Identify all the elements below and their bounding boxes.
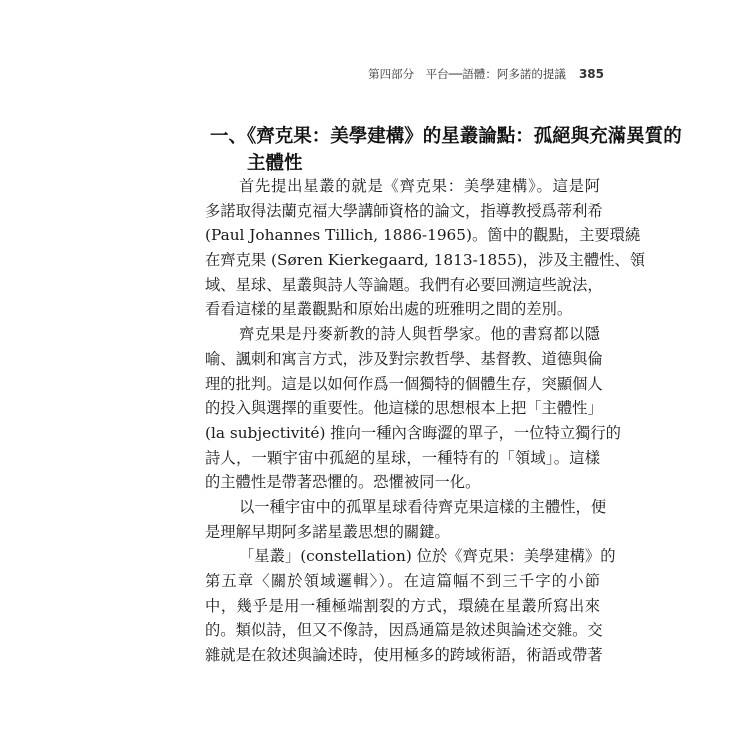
paragraph-line: 詩人，一顆宇宙中孤絕的星球，一種特有的「領域」。這樣: [205, 448, 600, 467]
paragraph-line: 的。類似詩，但又不像詩，因爲通篇是敘述與論述交雜。交: [205, 621, 603, 640]
paragraph-line: 看看這樣的星叢觀點和原始出處的班雅明之間的差別。: [205, 300, 573, 319]
paragraph-line: 首先提出星叢的就是《齊克果：美學建構》。這是阿: [239, 177, 600, 195]
paragraph-line: 以一種宇宙中的孤單星球看待齊克果這樣的主體性，便: [239, 497, 607, 516]
running-header: [368, 63, 604, 85]
paragraph-line: 在齊克果 (Søren Kierkegaard, 1813-1855)，涉及主體性、領: [205, 251, 646, 270]
paragraph-line: 齊克果是丹麥新教的詩人與哲學家。他的書寫都以隱: [239, 325, 600, 344]
running-header-title: 第四部分 平台──語體：阿多諾的提議: [368, 67, 566, 81]
paragraph-line: 的投入與選擇的重要性。他這樣的思想根本上把「主體性」: [205, 399, 603, 418]
paragraph-line: 的主體性是帶著恐懼的。恐懼被同一化。: [205, 473, 481, 492]
section-heading-line: 主體性: [247, 153, 303, 174]
body-text: [205, 174, 646, 668]
paragraph-line: 中，幾乎是用一種極端割裂的方式，環繞在星叢所寫出來: [205, 596, 600, 615]
paragraph-line: 第五章〈關於領域邏輯〉）。在這篇幅不到三千字的小節: [205, 572, 600, 590]
paragraph-line: (Paul Johannes Tillich, 1886-1965)。箇中的觀點，主要環繞: [205, 226, 641, 245]
paragraph-line: 多諾取得法蘭克福大學講師資格的論文，指導教授爲蒂利希: [205, 201, 603, 220]
page-number: 385: [578, 67, 604, 81]
paragraph-line: 雜就是在敘述與論述時，使用極多的跨域術語，術語或帶著: [205, 646, 603, 665]
paragraph-line: 是理解早期阿多諾星叢思想的關鍵。: [205, 522, 450, 541]
paragraph-line: 喻、諷刺和寓言方式，涉及對宗教哲學、基督教、道德與倫: [205, 349, 603, 368]
section-heading: [210, 123, 682, 177]
paragraph-line: 域、星球、星叢與詩人等論題。我們有必要回溯這些說法，: [205, 275, 603, 294]
section-heading-line: 一、《齊克果：美學建構》的星叢論點：孤絕與充滿異質的: [210, 126, 682, 147]
paragraph-line: 理的批判。這是以如何作爲一個獨特的個體生存，突顯個人: [205, 374, 603, 393]
paragraph-line: (la subjectivité) 推向一種內含晦澀的單子，一位特立獨行的: [205, 423, 621, 442]
paragraph-line: 「星叢」(constellation) 位於《齊克果：美學建構》的: [239, 547, 616, 566]
